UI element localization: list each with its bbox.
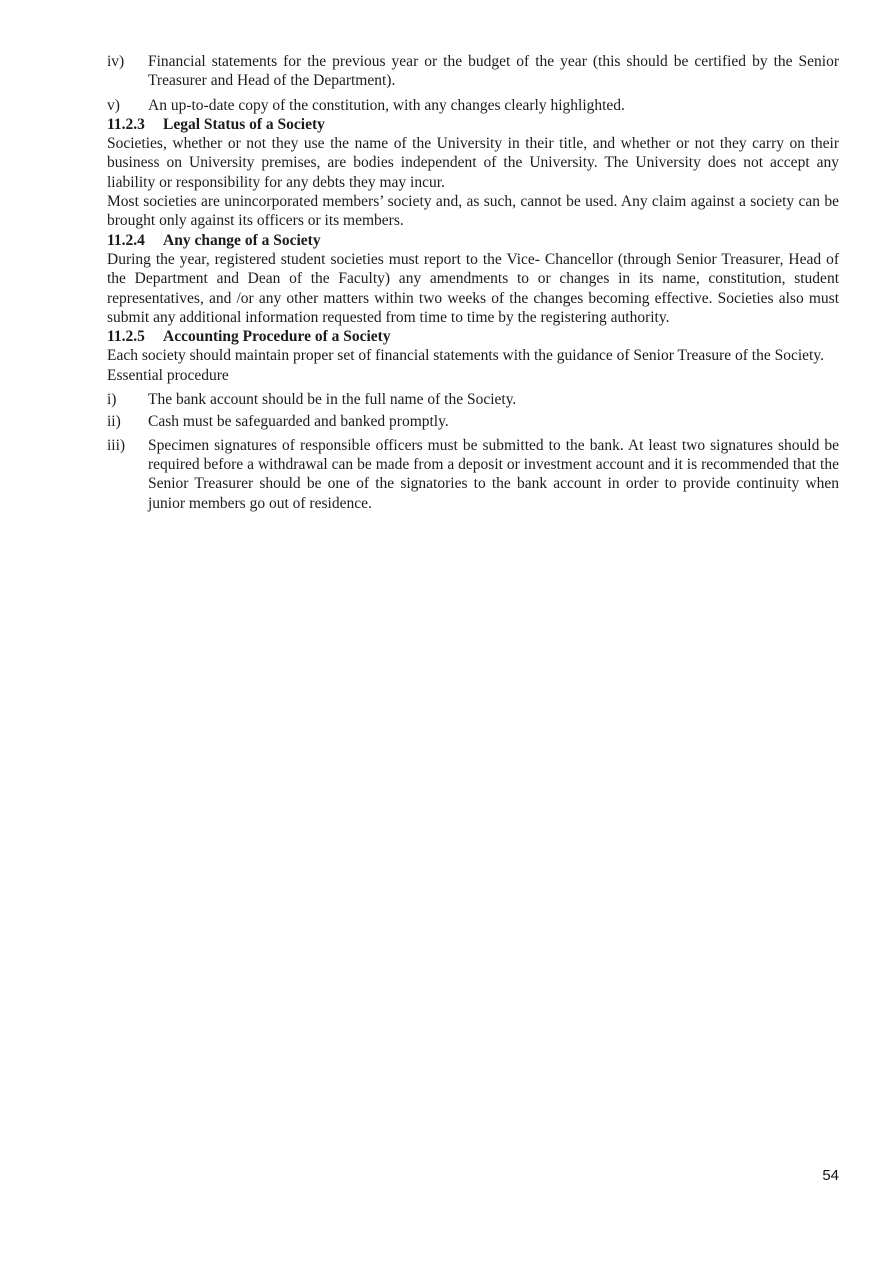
- list-item: [107, 436, 839, 513]
- subheading: Essential procedure: [107, 366, 229, 384]
- list-item-text: Financial statements for the previous year or the budget of the year (this should be certified by the Senior Treasurer and Head of the Department).: [148, 53, 839, 90]
- paragraph: Most societies are unincorporated members’ society and, as such, cannot be used. Any claim against a society can be brought only against its officers or its members.: [107, 193, 839, 230]
- heading-title: Legal Status of a Society: [163, 115, 325, 133]
- list-marker: iv): [107, 53, 125, 70]
- list-marker: i): [107, 391, 117, 409]
- list-item: [107, 390, 839, 409]
- heading-number: 11.2.5: [107, 328, 145, 346]
- section-heading-accounting-procedure: [107, 327, 839, 346]
- list-item-text: The bank account should be in the full name of the Society.: [148, 391, 517, 409]
- heading-number: 11.2.3: [107, 115, 145, 133]
- page-number: 54: [822, 1167, 839, 1184]
- list-item-text: Cash must be safeguarded and banked promptly.: [148, 413, 449, 431]
- heading-title: Any change of a Society: [163, 231, 321, 249]
- section-heading-any-change: [107, 231, 839, 250]
- list-marker: iii): [107, 436, 126, 454]
- list-marker: ii): [107, 413, 121, 431]
- heading-title: Accounting Procedure of a Society: [163, 328, 391, 346]
- heading-number: 11.2.4: [107, 231, 145, 249]
- paragraph: Societies, whether or not they use the name of the University in their title, and whether or not they carry on their business on University premises, are bodies independent of the University. The University does not accept any liability or responsibility for any debts they may incur.: [107, 135, 839, 191]
- paragraph: Each society should maintain proper set of financial statements with the guidance of Senior Treasure of the Society.: [107, 347, 824, 365]
- list-marker: v): [107, 96, 120, 114]
- section-heading-legal-status: [107, 115, 839, 134]
- paragraph: During the year, registered student societies must report to the Vice- Chancellor (through Senior Treasurer, Head of the Department and Dean of the Faculty) any amendments to or changes in its name, constitution, student representatives, and /or any other matters within two weeks of the changes becoming effective. Societies also must submit any additional information requested from time to time by the registering authority.: [107, 250, 839, 326]
- page-content: [107, 52, 839, 513]
- list-item: [107, 412, 839, 431]
- list-item-text: An up-to-date copy of the constitution, with any changes clearly highlighted.: [148, 96, 625, 114]
- list-item-text: Specimen signatures of responsible officers must be submitted to the bank. At least two signatures should be required before a withdrawal can be made from a deposit or investment account and it is recommended that the Senior Treasurer should be one of the signatories to the bank account in order to provide continuity when junior members go out of residence.: [148, 436, 839, 512]
- list-item: [107, 96, 839, 115]
- list-item: [107, 52, 839, 91]
